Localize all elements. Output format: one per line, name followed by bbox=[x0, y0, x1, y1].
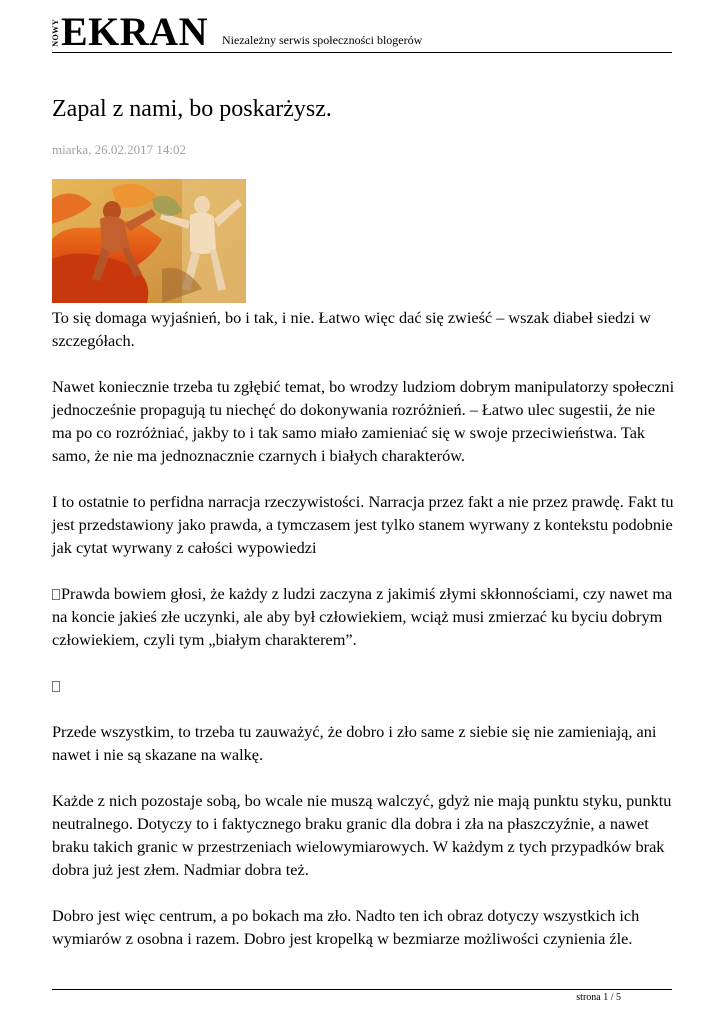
page-header bbox=[51, 9, 672, 54]
missing-glyph-icon bbox=[52, 589, 60, 600]
paragraph-8: Dobro jest więc centrum, a po bokach ma zło. Nadto ten ich obraz dotyczy wszystkich ich wymiarów z osobna i razem. Dobro jest kropelką w bezmiarze możliwości czynienia źle. bbox=[52, 906, 640, 948]
article-meta: miarka, 26.02.2017 14:02 bbox=[52, 142, 186, 157]
missing-glyph-icon bbox=[52, 681, 60, 692]
article-body bbox=[52, 306, 678, 973]
painting-illustration-icon bbox=[52, 179, 246, 303]
page-number: strona 1 / 5 bbox=[576, 992, 621, 1003]
paragraph-3: I to ostatnie to perfidna narracja rzeczywistości. Narracja przez fakt a nie przez prawdę. Fakt tu jest przedstawiony jako prawda, a tymczasem jest tylko stanem wyrwany z kontekstu podobnie jak cytat wyrwany z całości wypowiedzi bbox=[52, 492, 674, 557]
paragraph-2: Nawet koniecznie trzeba tu zgłębić temat, bo wrodzy ludziom dobrym manipulatorzy społeczni jednocześnie propagują tu niechęć do dokonywania rozróżnień. – Łatwo ulec sugestii, że nie ma po co rozróżniać, jakby to i tak samo miało zamieniać się w swoje przeciwieństwa. Tak samo, że nie ma jednoznacznie czarnych i białych charakterów. bbox=[52, 377, 675, 465]
paragraph-6: Przede wszystkim, to trzeba tu zauważyć, że dobro i zło same z siebie się nie zamieniają, ani nawet i nie są skazane na walkę. bbox=[52, 722, 657, 764]
site-tagline: Niezależny serwis społeczności blogerów bbox=[222, 33, 423, 47]
paragraph-4 bbox=[52, 582, 678, 651]
paragraph-1: To się domaga wyjaśnień, bo i tak, i nie. Łatwo więc dać się zwieść – wszak diabeł siedzi w szczegółach. bbox=[52, 308, 651, 350]
logo-wordmark: EKRAN bbox=[61, 9, 208, 54]
footer-divider bbox=[52, 989, 672, 990]
article-title: Zapal z nami, bo poskarżysz. bbox=[52, 96, 332, 122]
paragraph-4-text: Prawda bowiem głosi, że każdy z ludzi zaczyna z jakimiś złymi skłonnościami, czy nawet ma na koncie jakieś złe uczynki, ale aby był człowiekiem, wciąż musi zmierzać ku byciu dobrym człowiekiem, czyli tym „białym charakterem”. bbox=[52, 584, 673, 649]
paragraph-7: Każde z nich pozostaje sobą, bo wcale nie muszą walczyć, gdyż nie mają punktu styku, punktu neutralnego. Dotyczy to i faktycznego braku granic dla dobra i zła na płaszczyźnie, a nawet braku takich granic w przestrzeniach wielowymiarowych. W każdym z tych przypadków brak dobra już jest złem. Nadmiar dobra też. bbox=[52, 791, 672, 879]
paragraph-5 bbox=[52, 674, 678, 697]
logo-prefix: NOWY bbox=[51, 19, 60, 47]
site-logo[interactable] bbox=[51, 9, 208, 54]
